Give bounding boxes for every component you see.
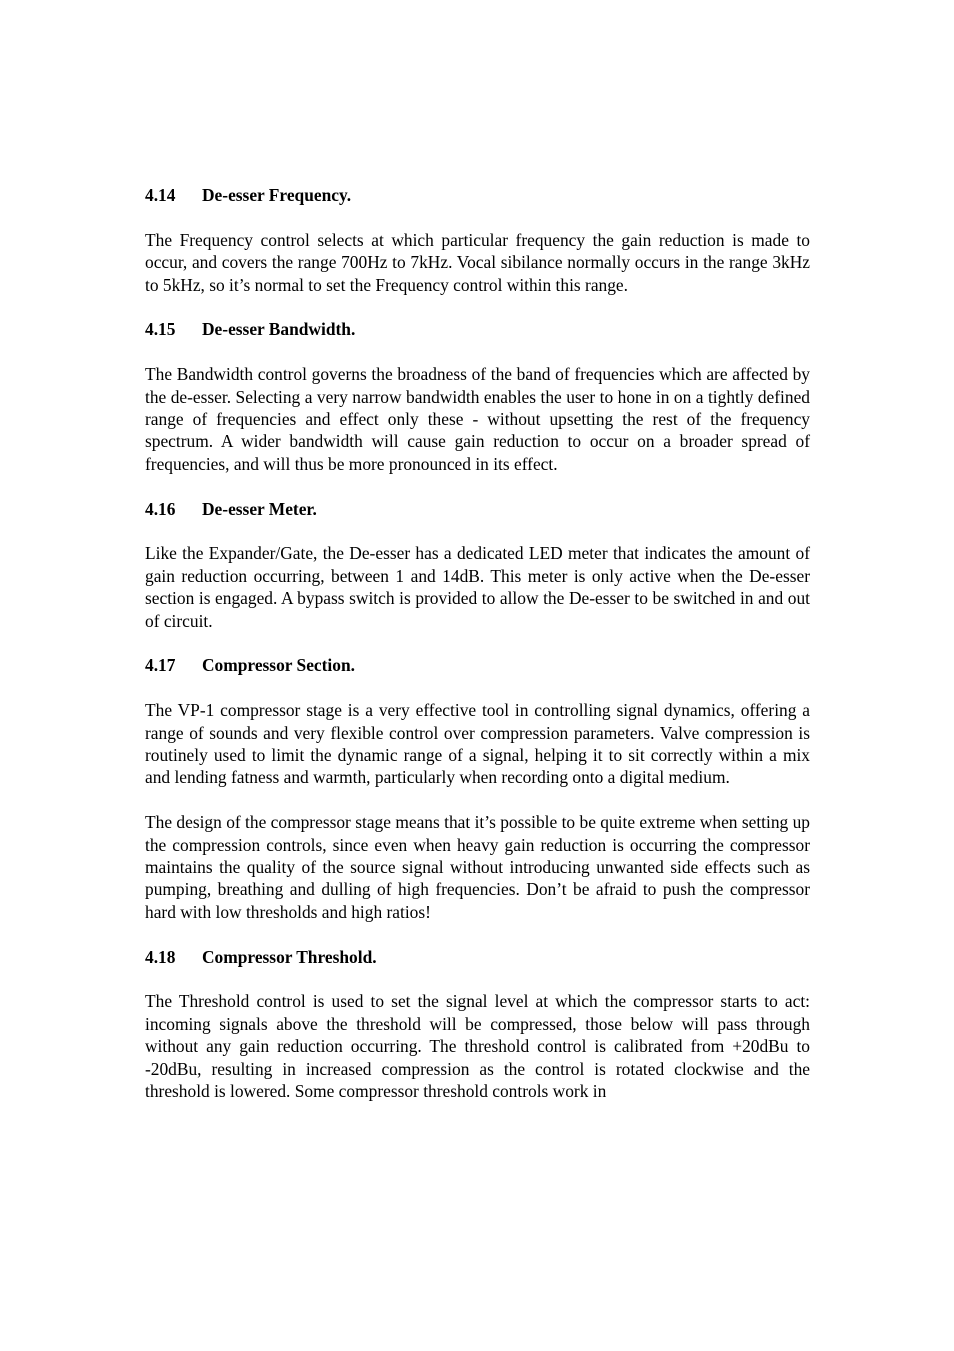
- paragraph: The VP-1 compressor stage is a very effective tool in controlling signal dynamics, offering a range of sounds and very flexible control over compression parameters. Valve compression is routinely used to limit the dynamic range of a signal, helping it to sit correctly within a mix and lending fatness and warmth, particularly when recording onto a digital medium.: [145, 700, 810, 788]
- section-number: 4.17: [145, 655, 176, 676]
- section-heading: [145, 184, 810, 206]
- section-4-14: [145, 184, 810, 296]
- section-4-16: [145, 498, 810, 632]
- paragraph: The Bandwidth control governs the broadness of the band of frequencies which are affected by the de-esser. Selecting a very narrow bandwidth enables the user to hone in on a tightly defined range of frequencies and effect only these - without upsetting the rest of the frequency spectrum. A wider bandwidth will cause gain reduction to occur on a broader spread of frequencies, and will thus be more pronounced in its effect.: [145, 364, 810, 474]
- section-number: 4.15: [145, 319, 176, 340]
- section-number: 4.16: [145, 498, 176, 519]
- paragraph: The Threshold control is used to set the signal level at which the compressor starts to act: incoming signals above the threshold will be compressed, those below will pass through without any gain reduction occurring. The threshold control is calibrated from +20dBu to -20dBu, resulting in increased compression as the control is rotated clockwise and the threshold is lowered. Some compressor threshold controls work in: [145, 991, 810, 1102]
- section-title: De-esser Meter.: [202, 498, 317, 519]
- section-title: De-esser Frequency.: [202, 185, 352, 205]
- section-number: 4.14: [145, 185, 176, 205]
- paragraph: The design of the compressor stage means that it’s possible to be quite extreme when setting up the compression controls, since even when heavy gain reduction is occurring the compressor maintains the quality of the source signal without introducing unwanted side effects such as pumping, breathing and dulling of high frequencies. Don’t be afraid to push the compressor hard with low thresholds and high ratios!: [145, 812, 810, 922]
- section-title: De-esser Bandwidth.: [202, 319, 356, 340]
- paragraph: The Frequency control selects at which particular frequency the gain reduction is made to occur, and covers the range 700Hz to 7kHz. Vocal sibilance normally occurs in the range 3kHz to 5kHz, so it’s normal to set the Frequency control within this range.: [145, 229, 810, 295]
- section-heading: [145, 654, 810, 676]
- section-heading: [145, 946, 810, 968]
- document-page: [145, 184, 810, 1125]
- section-heading: [145, 318, 810, 340]
- section-4-18: [145, 946, 810, 1103]
- paragraph: Like the Expander/Gate, the De-esser has a dedicated LED meter that indicates the amount of gain reduction occurring, between 1 and 14dB. This meter is only active when the De-esser section is engaged. A bypass switch is provided to allow the De-esser to be switched in and out of circuit.: [145, 543, 810, 631]
- section-title: Compressor Section.: [202, 655, 355, 676]
- section-heading: [145, 498, 810, 520]
- section-4-15: [145, 318, 810, 475]
- section-title: Compressor Threshold.: [202, 946, 377, 967]
- section-number: 4.18: [145, 946, 176, 967]
- section-4-17: [145, 654, 810, 923]
